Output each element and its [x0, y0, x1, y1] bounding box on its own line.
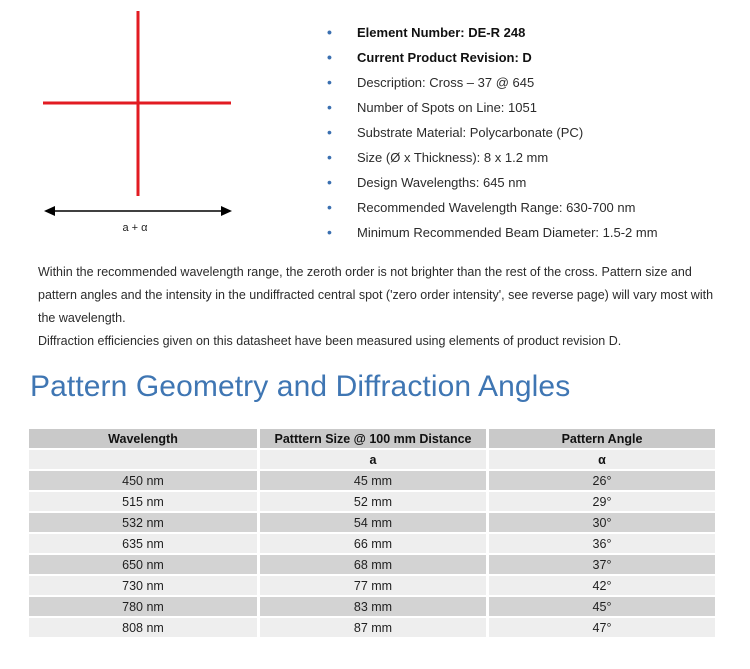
table-cell: 780 nm	[29, 597, 257, 616]
table-row	[29, 492, 715, 511]
table-cell: 650 nm	[29, 555, 257, 574]
bullet-icon: •	[327, 24, 332, 40]
width-arrow	[44, 206, 232, 216]
table-cell: 45°	[489, 597, 715, 616]
pattern-geometry-table	[26, 427, 718, 639]
spec-item-revision: • Current Product Revision: D	[322, 47, 742, 72]
description-paragraph	[38, 261, 728, 353]
spec-item-size: • Size (Ø x Thickness): 8 x 1.2 mm	[322, 147, 742, 172]
subheader-cell: a	[260, 450, 486, 469]
table-cell: 54 mm	[260, 513, 486, 532]
subheader-cell: α	[489, 450, 715, 469]
header-pattern-size: Patttern Size @ 100 mm Distance	[260, 429, 486, 448]
cross-pattern-diagram	[0, 0, 260, 240]
spec-item-description: • Description: Cross – 37 @ 645	[322, 72, 742, 97]
table-cell: 36°	[489, 534, 715, 553]
table-cell: 42°	[489, 576, 715, 595]
table-cell: 26°	[489, 471, 715, 490]
bullet-icon: •	[327, 174, 332, 190]
table-cell: 635 nm	[29, 534, 257, 553]
table-row	[29, 555, 715, 574]
table-cell: 47°	[489, 618, 715, 637]
table-cell: 68 mm	[260, 555, 486, 574]
section-heading: Pattern Geometry and Diffraction Angles	[30, 370, 571, 403]
bullet-icon: •	[327, 99, 332, 115]
table-cell: 532 nm	[29, 513, 257, 532]
paragraph-revision-note: Diffraction efficiencies given on this datasheet have been measured using elements of product revision D.	[38, 334, 622, 348]
spec-item-element-number: • Element Number: DE-R 248	[322, 22, 742, 47]
bullet-icon: •	[327, 74, 332, 90]
bullet-icon: •	[327, 49, 332, 65]
table-row	[29, 576, 715, 595]
table-cell: 77 mm	[260, 576, 486, 595]
table-header-row	[29, 429, 715, 448]
bullet-icon: •	[327, 224, 332, 240]
table-cell: 87 mm	[260, 618, 486, 637]
table-row	[29, 618, 715, 637]
table-cell: 808 nm	[29, 618, 257, 637]
table-cell: 730 nm	[29, 576, 257, 595]
table-cell: 83 mm	[260, 597, 486, 616]
arrow-label: a + α	[122, 222, 148, 234]
bullet-icon: •	[327, 199, 332, 215]
table-cell: 515 nm	[29, 492, 257, 511]
table-row	[29, 534, 715, 553]
spec-item-spots: • Number of Spots on Line: 1051	[322, 97, 742, 122]
table-row	[29, 513, 715, 532]
paragraph-wavelength-note: Within the recommended wavelength range, the zeroth order is not brighter than the rest of the cross. Pattern size and pattern angles and the intensity in the undiffracted central spot ('zero order intensity', see reverse page) will vary most with the wavelength.	[38, 265, 714, 325]
spec-list	[322, 22, 742, 247]
spec-item-substrate: • Substrate Material: Polycarbonate (PC)	[322, 122, 742, 147]
table-row	[29, 471, 715, 490]
table-cell: 37°	[489, 555, 715, 574]
table-subheader-row	[29, 450, 715, 469]
header-wavelength: Wavelength	[29, 429, 257, 448]
table-cell: 45 mm	[260, 471, 486, 490]
spec-item-design-wavelength: • Design Wavelengths: 645 nm	[322, 172, 742, 197]
spec-item-beam-diameter: • Minimum Recommended Beam Diameter: 1.5-2 mm	[322, 222, 742, 247]
table-cell: 66 mm	[260, 534, 486, 553]
bullet-icon: •	[327, 124, 332, 140]
table-cell: 450 nm	[29, 471, 257, 490]
table-cell: 29°	[489, 492, 715, 511]
table-row	[29, 597, 715, 616]
bullet-icon: •	[327, 149, 332, 165]
spec-item-wavelength-range: • Recommended Wavelength Range: 630-700 nm	[322, 197, 742, 222]
subheader-cell	[29, 450, 257, 469]
header-pattern-angle: Pattern Angle	[489, 429, 715, 448]
table-cell: 52 mm	[260, 492, 486, 511]
table-cell: 30°	[489, 513, 715, 532]
